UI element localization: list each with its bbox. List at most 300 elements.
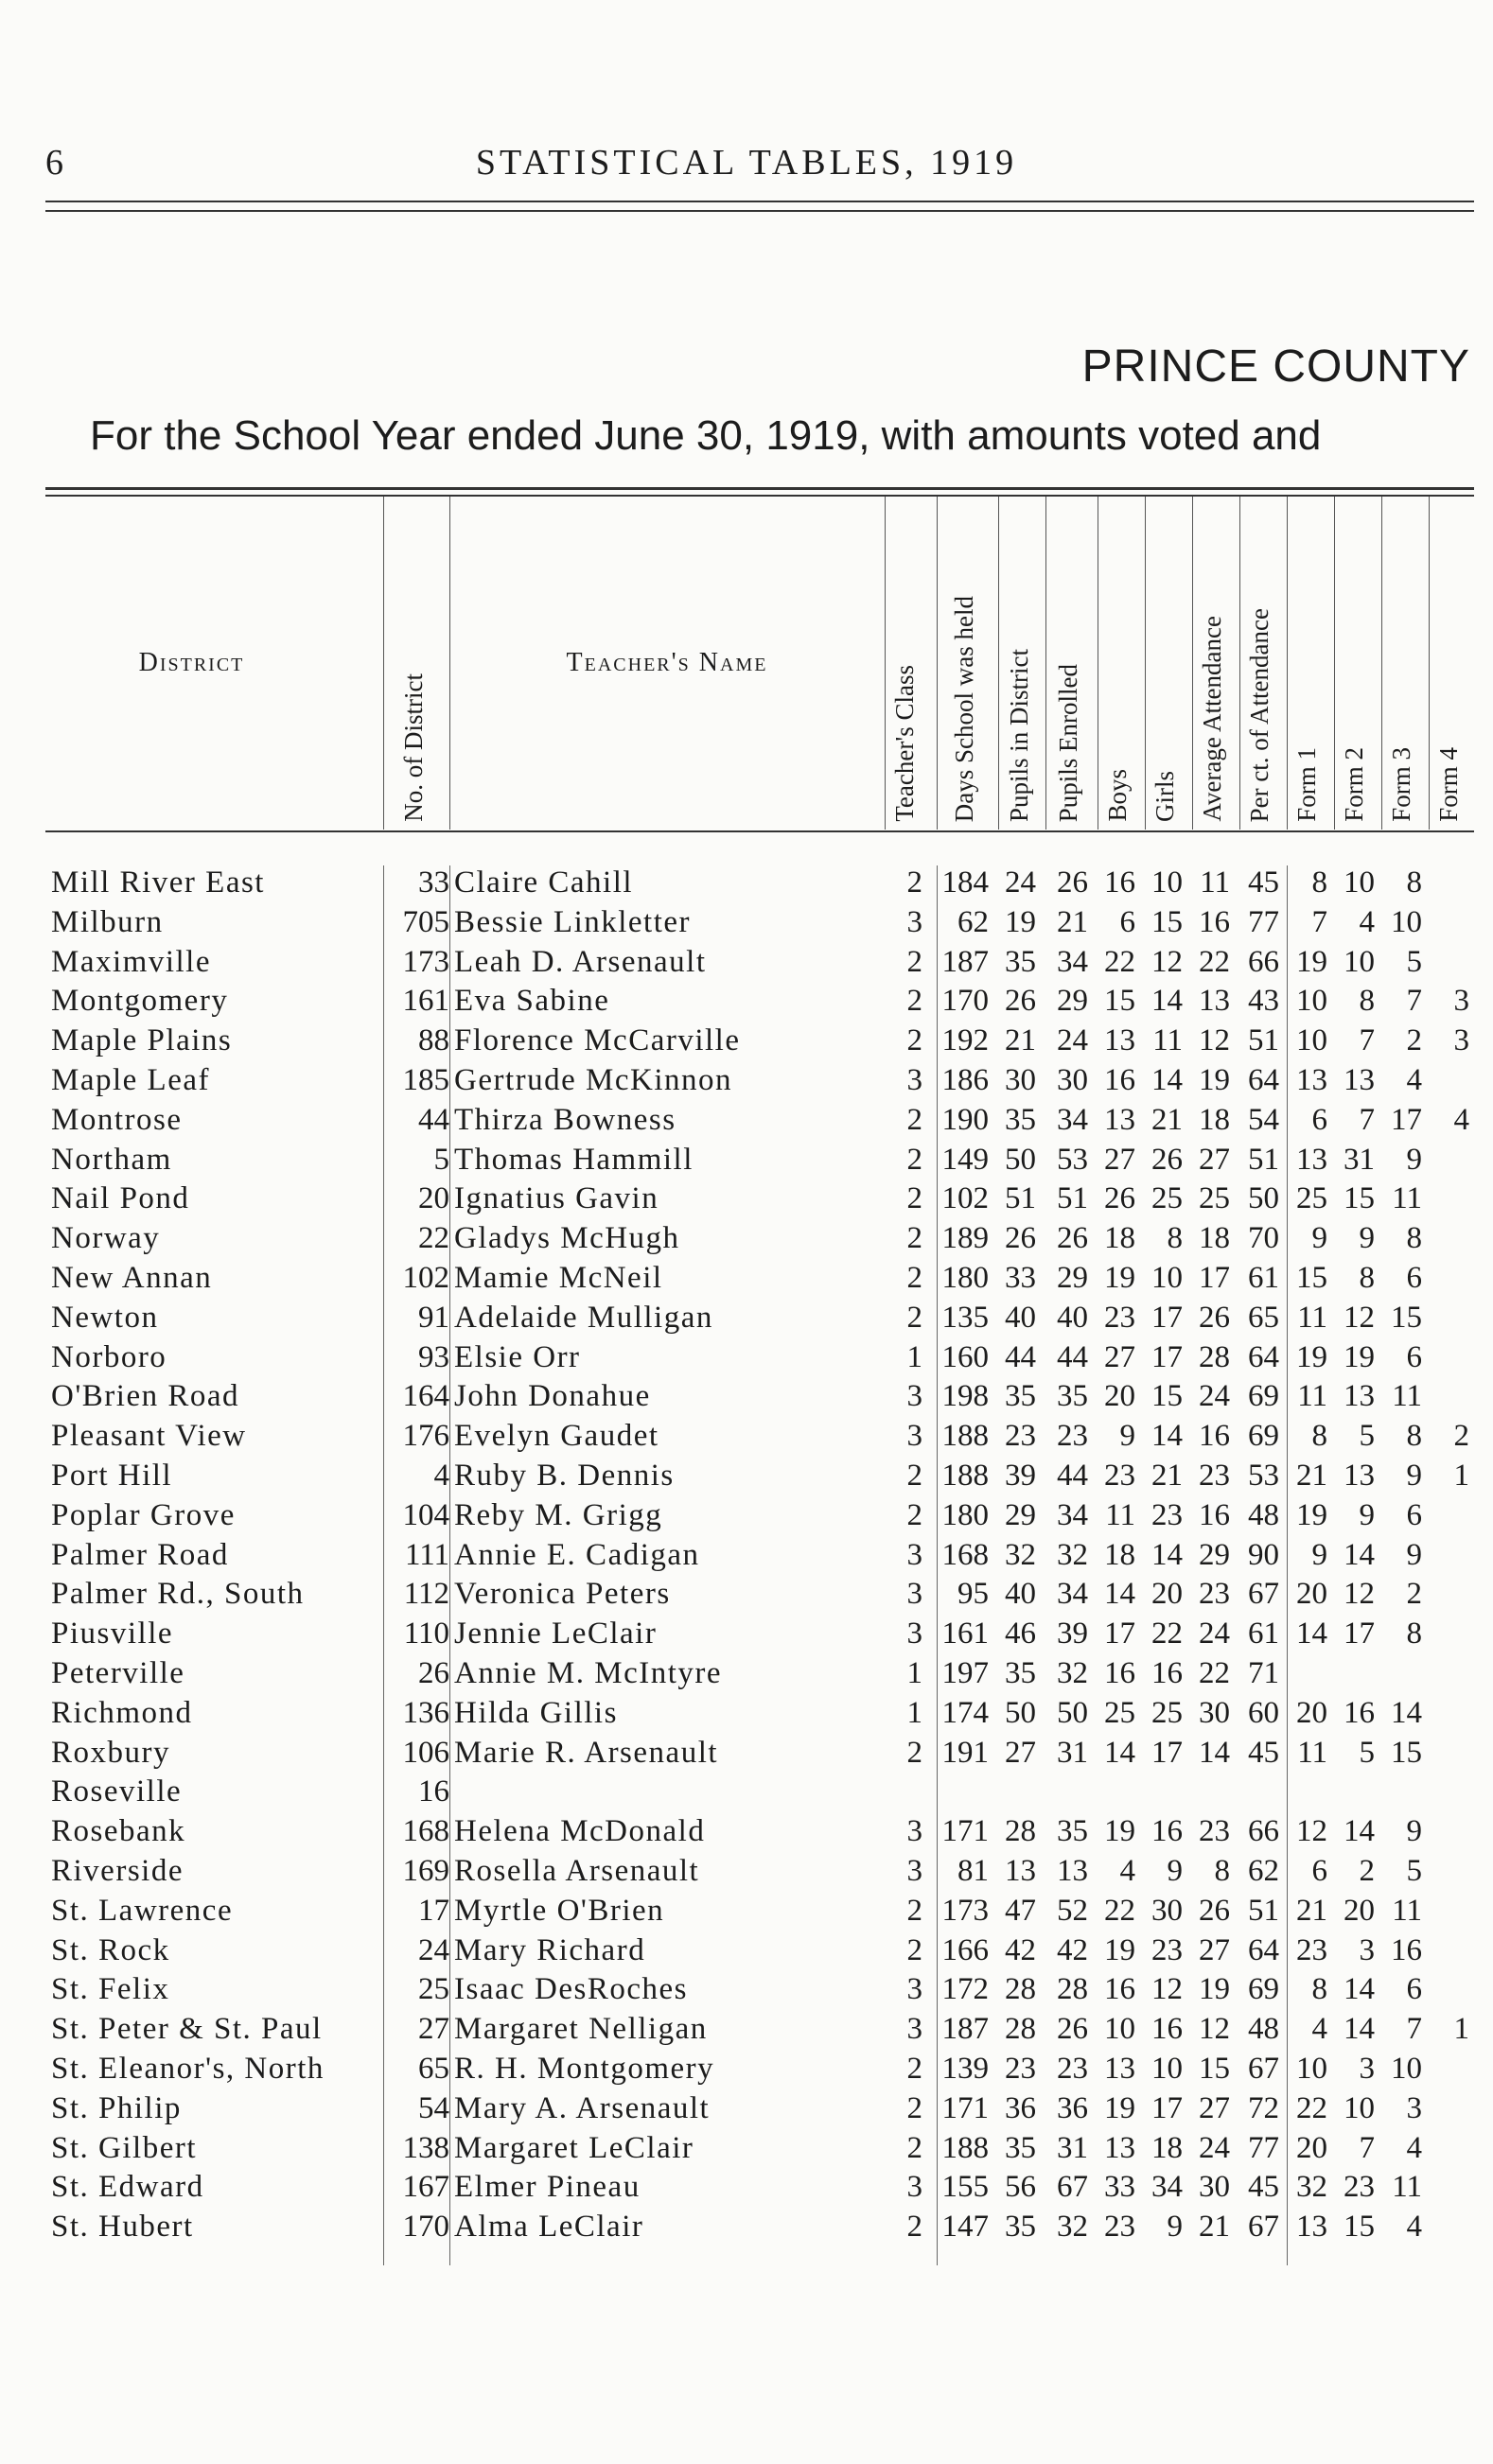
district-name: Maximville: [51, 944, 211, 979]
teacher-name: Myrtle O'Brien: [454, 1893, 665, 1928]
cell-days: 171: [941, 1814, 989, 1849]
cell-f1: 15: [1296, 1261, 1327, 1295]
column-divider: [1045, 497, 1046, 830]
header-label: Pupils in District: [1005, 648, 1033, 822]
cell-f2: 19: [1344, 1339, 1375, 1374]
teacher-name: Helena McDonald: [454, 1814, 706, 1849]
cell-pct: 48: [1248, 1497, 1279, 1532]
cell-avg: 16: [1199, 1419, 1230, 1454]
teacher-name: Thomas Hammill: [454, 1142, 694, 1177]
cell-girls: 16: [1151, 1656, 1183, 1690]
cell-cls: 3: [906, 1063, 922, 1097]
teacher-name: Bessie Linkletter: [454, 904, 692, 939]
table-body: [0, 865, 1493, 2265]
cell-f3: 11: [1392, 2170, 1422, 2205]
column-divider: [1239, 497, 1240, 830]
table-row: [0, 1814, 1493, 1854]
table-row: [0, 1261, 1493, 1301]
cell-boys: 13: [1104, 2052, 1135, 2086]
district-name: Montgomery: [51, 984, 229, 1019]
cell-f3: 17: [1391, 1102, 1422, 1137]
cell-enr: 35: [1057, 1814, 1088, 1849]
table-row: [0, 1498, 1493, 1538]
cell-f3: 3: [1406, 2090, 1422, 2125]
cell-pct: 67: [1248, 2210, 1279, 2245]
cell-f3: 2: [1406, 1023, 1422, 1058]
cell-pid: 26: [1005, 984, 1036, 1019]
cell-girls: 26: [1151, 1142, 1183, 1177]
district-number: 16: [418, 1774, 449, 1809]
header-pupils-enrolled: [1050, 500, 1088, 822]
column-divider: [1192, 497, 1193, 830]
cell-days: 168: [941, 1537, 989, 1572]
cell-enr: 34: [1057, 1497, 1088, 1532]
cell-days: 155: [941, 2170, 989, 2205]
cell-pid: 27: [1005, 1735, 1036, 1770]
district-name: St. Rock: [51, 1932, 170, 1967]
cell-boys: 27: [1104, 1339, 1135, 1374]
header-label: Average Attendance: [1198, 616, 1226, 822]
cell-boys: 22: [1104, 944, 1135, 979]
district-name: Peterville: [51, 1656, 185, 1690]
cell-boys: 6: [1119, 904, 1135, 939]
cell-boys: 13: [1104, 2130, 1135, 2165]
cell-pid: 23: [1005, 2052, 1036, 2086]
cell-days: 189: [941, 1221, 989, 1256]
cell-f2: 3: [1359, 2052, 1375, 2086]
cell-f1: 22: [1296, 2090, 1327, 2125]
teacher-name: Mamie McNeil: [454, 1261, 663, 1295]
cell-f2: 13: [1344, 1063, 1375, 1097]
cell-boys: 33: [1104, 2170, 1135, 2205]
cell-girls: 15: [1151, 1379, 1183, 1414]
header-label: Per ct. of Attendance: [1245, 607, 1273, 822]
column-divider: [885, 497, 886, 830]
district-number: 111: [404, 1537, 449, 1572]
cell-f1: 11: [1297, 1300, 1327, 1335]
column-divider: [383, 497, 384, 830]
cell-girls: 14: [1151, 1537, 1183, 1572]
cell-f3: 10: [1391, 904, 1422, 939]
table-row: [0, 1854, 1493, 1894]
cell-avg: 27: [1199, 1932, 1230, 1967]
cell-f2: 7: [1359, 2130, 1375, 2165]
cell-days: 187: [941, 944, 989, 979]
district-number: 138: [402, 2130, 449, 2165]
cell-pid: 50: [1005, 1142, 1036, 1177]
cell-pid: 35: [1005, 1102, 1036, 1137]
cell-days: 172: [941, 1972, 989, 2007]
cell-days: 198: [941, 1379, 989, 1414]
cell-girls: 21: [1151, 1459, 1183, 1493]
cell-days: 166: [941, 1932, 989, 1967]
cell-girls: 9: [1167, 2210, 1183, 2245]
header-label: Teacher's Class: [890, 665, 919, 822]
cell-girls: 25: [1151, 1695, 1183, 1730]
teacher-name: Rosella Arsenault: [454, 1854, 700, 1888]
cell-pct: 77: [1248, 2130, 1279, 2165]
cell-avg: 24: [1199, 2130, 1230, 2165]
teacher-name: Hilda Gillis: [454, 1695, 618, 1730]
district-name: St. Eleanor's, North: [51, 2052, 325, 2086]
cell-f1: 21: [1296, 1893, 1327, 1928]
cell-enr: 28: [1057, 1972, 1088, 2007]
cell-girls: 12: [1151, 1972, 1183, 2007]
cell-f1: 6: [1311, 1854, 1327, 1888]
cell-pid: 21: [1005, 1023, 1036, 1058]
cell-girls: 10: [1151, 2052, 1183, 2086]
cell-f1: 25: [1296, 1181, 1327, 1216]
cell-cls: 3: [906, 904, 922, 939]
cell-pid: 35: [1005, 944, 1036, 979]
table-row: [0, 1340, 1493, 1380]
teacher-name: Ignatius Gavin: [454, 1181, 659, 1216]
cell-pct: 64: [1248, 1339, 1279, 1374]
table-row: [0, 1181, 1493, 1221]
cell-pid: 19: [1005, 904, 1036, 939]
cell-f3: 4: [1406, 2210, 1422, 2245]
cell-cls: 2: [906, 1181, 922, 1216]
cell-pct: 69: [1248, 1379, 1279, 1414]
table-row: [0, 1577, 1493, 1616]
cell-f1: 19: [1296, 944, 1327, 979]
cell-f1: 21: [1296, 1459, 1327, 1493]
cell-pct: 61: [1248, 1261, 1279, 1295]
table-row: [0, 2210, 1493, 2249]
cell-f1: 13: [1296, 2210, 1327, 2245]
district-number: 65: [418, 2052, 449, 2086]
cell-f1: 32: [1296, 2170, 1327, 2205]
district-name: Poplar Grove: [51, 1497, 236, 1532]
district-number: 705: [402, 904, 449, 939]
cell-cls: 3: [906, 1577, 922, 1612]
cell-f3: 6: [1406, 1972, 1422, 2007]
cell-f3: 5: [1406, 1854, 1422, 1888]
district-name: Riverside: [51, 1854, 184, 1888]
district-name: St. Felix: [51, 1972, 170, 2007]
cell-f1: 14: [1296, 1616, 1327, 1651]
cell-boys: 4: [1119, 1854, 1135, 1888]
district-number: 22: [418, 1221, 449, 1256]
cell-boys: 11: [1105, 1497, 1135, 1532]
teacher-name: Margaret LeClair: [454, 2130, 694, 2165]
cell-girls: 30: [1151, 1893, 1183, 1928]
cell-f2: 15: [1344, 1181, 1375, 1216]
district-number: 106: [402, 1735, 449, 1770]
cell-girls: 34: [1151, 2170, 1183, 2205]
page-number: 6: [45, 143, 63, 183]
teacher-name: Evelyn Gaudet: [454, 1419, 659, 1454]
table-row: [0, 1103, 1493, 1143]
cell-pid: 13: [1005, 1854, 1036, 1888]
cell-f2: 17: [1344, 1616, 1375, 1651]
cell-pct: 54: [1248, 1102, 1279, 1137]
cell-f3: 4: [1406, 1063, 1422, 1097]
cell-cls: 3: [906, 2012, 922, 2047]
cell-f3: 6: [1406, 1261, 1422, 1295]
column-divider: [1334, 497, 1335, 830]
cell-avg: 30: [1199, 2170, 1230, 2205]
cell-avg: 13: [1199, 984, 1230, 1019]
column-divider: [1287, 497, 1288, 830]
cell-pid: 36: [1005, 2090, 1036, 2125]
teacher-name: Marie R. Arsenault: [454, 1735, 719, 1770]
table-row: [0, 945, 1493, 985]
district-name: St. Gilbert: [51, 2130, 197, 2165]
cell-pct: 72: [1248, 2090, 1279, 2125]
cell-pct: 66: [1248, 944, 1279, 979]
cell-pid: 56: [1005, 2170, 1036, 2205]
header-label: Days School was held: [950, 595, 978, 822]
teacher-name: Claire Cahill: [454, 865, 634, 900]
cell-enr: 39: [1057, 1616, 1088, 1651]
cell-avg: 28: [1199, 1339, 1230, 1374]
cell-pct: 64: [1248, 1932, 1279, 1967]
cell-cls: 3: [906, 2170, 922, 2205]
teacher-name: Adelaide Mulligan: [454, 1300, 713, 1335]
cell-pct: 51: [1248, 1142, 1279, 1177]
cell-cls: 1: [906, 1339, 922, 1374]
cell-f2: 10: [1344, 865, 1375, 900]
cell-pct: 66: [1248, 1814, 1279, 1849]
district-name: Maple Leaf: [51, 1063, 210, 1097]
cell-boys: 13: [1104, 1102, 1135, 1137]
cell-days: 197: [941, 1656, 989, 1690]
cell-avg: 29: [1199, 1537, 1230, 1572]
cell-f1: 13: [1296, 1142, 1327, 1177]
teacher-name: Isaac DesRoches: [454, 1972, 688, 2007]
cell-avg: 26: [1199, 1300, 1230, 1335]
cell-boys: 14: [1104, 1577, 1135, 1612]
cell-f3: 7: [1406, 2012, 1422, 2047]
cell-avg: 8: [1214, 1854, 1230, 1888]
cell-enr: 44: [1057, 1339, 1088, 1374]
cell-f1: 6: [1311, 1102, 1327, 1137]
cell-girls: 23: [1151, 1932, 1183, 1967]
cell-cls: 3: [906, 1379, 922, 1414]
cell-f3: 11: [1392, 1181, 1422, 1216]
cell-pid: 28: [1005, 1972, 1036, 2007]
cell-pct: 62: [1248, 1854, 1279, 1888]
cell-cls: 2: [906, 1142, 922, 1177]
teacher-name: Margaret Nelligan: [454, 2012, 708, 2047]
cell-f2: 14: [1344, 1537, 1375, 1572]
cell-f1: 11: [1297, 1379, 1327, 1414]
cell-days: 147: [941, 2210, 989, 2245]
cell-days: 180: [941, 1261, 989, 1295]
cell-avg: 27: [1199, 2090, 1230, 2125]
cell-f2: 8: [1359, 1261, 1375, 1295]
cell-f3: 2: [1406, 1577, 1422, 1612]
cell-pct: 45: [1248, 1735, 1279, 1770]
cell-pct: 51: [1248, 1893, 1279, 1928]
district-name: Norboro: [51, 1339, 167, 1374]
table-row: [0, 1459, 1493, 1498]
cell-days: 187: [941, 2012, 989, 2047]
cell-f2: 10: [1344, 944, 1375, 979]
district-name: Palmer Rd., South: [51, 1577, 305, 1612]
cell-cls: 1: [906, 1695, 922, 1730]
district-name: Mill River East: [51, 865, 265, 900]
cell-boys: 10: [1104, 2012, 1135, 2047]
cell-cls: 2: [906, 944, 922, 979]
cell-days: 81: [957, 1854, 989, 1888]
cell-pct: 53: [1248, 1459, 1279, 1493]
cell-girls: 21: [1151, 1102, 1183, 1137]
district-name: Northam: [51, 1142, 172, 1177]
header-form-1: [1289, 500, 1326, 822]
district-name: Rosebank: [51, 1814, 186, 1849]
district-name: St. Philip: [51, 2090, 182, 2125]
teacher-name: Annie M. McIntyre: [454, 1656, 723, 1690]
cell-cls: 2: [906, 1459, 922, 1493]
cell-days: 188: [941, 2130, 989, 2165]
cell-pct: 65: [1248, 1300, 1279, 1335]
column-divider: [1145, 497, 1146, 830]
cell-days: 190: [941, 1102, 989, 1137]
cell-pid: 24: [1005, 865, 1036, 900]
district-number: 112: [403, 1577, 449, 1612]
cell-avg: 22: [1199, 1656, 1230, 1690]
cell-enr: 30: [1057, 1063, 1088, 1097]
cell-pid: 35: [1005, 2210, 1036, 2245]
cell-days: 188: [941, 1459, 989, 1493]
cell-f3: 9: [1406, 1459, 1422, 1493]
cell-enr: 23: [1057, 1419, 1088, 1454]
district-number: 167: [402, 2170, 449, 2205]
cell-days: 170: [941, 984, 989, 1019]
cell-f1: 19: [1296, 1497, 1327, 1532]
district-number: 168: [402, 1814, 449, 1849]
cell-days: 95: [957, 1577, 989, 1612]
header-label: Pupils Enrolled: [1054, 663, 1082, 822]
cell-cls: 3: [906, 1814, 922, 1849]
cell-avg: 12: [1199, 2012, 1230, 2047]
district-name: Milburn: [51, 904, 164, 939]
table-row: [0, 2131, 1493, 2171]
table-row: [0, 2170, 1493, 2210]
cell-boys: 19: [1104, 1814, 1135, 1849]
cell-f1: 7: [1311, 904, 1327, 939]
cell-f2: 31: [1344, 1142, 1375, 1177]
cell-f4: 3: [1453, 984, 1469, 1019]
cell-girls: 17: [1151, 1300, 1183, 1335]
cell-f3: 7: [1406, 984, 1422, 1019]
cell-f2: 9: [1359, 1497, 1375, 1532]
header-form-4: [1431, 500, 1468, 822]
cell-boys: 19: [1104, 2090, 1135, 2125]
cell-girls: 8: [1167, 1221, 1183, 1256]
cell-girls: 18: [1151, 2130, 1183, 2165]
cell-f2: 23: [1344, 2170, 1375, 2205]
cell-pct: 51: [1248, 1023, 1279, 1058]
teacher-name: Mary Richard: [454, 1932, 646, 1967]
cell-f3: 8: [1406, 1221, 1422, 1256]
header-no-of-district: [395, 500, 433, 822]
cell-f4: 3: [1453, 1023, 1469, 1058]
cell-boys: 23: [1104, 2210, 1135, 2245]
cell-enr: 34: [1057, 1102, 1088, 1137]
cell-f2: 13: [1344, 1379, 1375, 1414]
cell-pct: 69: [1248, 1972, 1279, 2007]
column-divider: [937, 497, 938, 830]
cell-enr: 36: [1057, 2090, 1088, 2125]
district-number: 102: [402, 1261, 449, 1295]
district-name: Montrose: [51, 1102, 183, 1137]
cell-f1: 12: [1296, 1814, 1327, 1849]
cell-f3: 10: [1391, 2052, 1422, 2086]
cell-enr: 29: [1057, 1261, 1088, 1295]
cell-cls: 2: [906, 1893, 922, 1928]
table-top-rule: [45, 487, 1474, 490]
cell-pct: 45: [1248, 2170, 1279, 2205]
header-average-attendance: [1194, 500, 1232, 822]
cell-boys: 16: [1104, 1063, 1135, 1097]
district-number: 170: [402, 2210, 449, 2245]
cell-enr: 13: [1057, 1854, 1088, 1888]
district-number: 4: [433, 1459, 449, 1493]
cell-pct: 90: [1248, 1537, 1279, 1572]
teacher-name: Jennie LeClair: [454, 1616, 658, 1651]
cell-f1: 4: [1311, 2012, 1327, 2047]
cell-cls: 2: [906, 2090, 922, 2125]
teacher-name: John Donahue: [454, 1379, 651, 1414]
cell-enr: 35: [1057, 1379, 1088, 1414]
cell-f3: 15: [1391, 1735, 1422, 1770]
cell-boys: 18: [1104, 1537, 1135, 1572]
cell-avg: 22: [1199, 944, 1230, 979]
cell-f2: 2: [1359, 1854, 1375, 1888]
page-header: [0, 142, 1493, 189]
cell-avg: 30: [1199, 1695, 1230, 1730]
cell-pct: 64: [1248, 1063, 1279, 1097]
cell-boys: 16: [1104, 1656, 1135, 1690]
cell-cls: 2: [906, 1497, 922, 1532]
cell-f3: 16: [1391, 1932, 1422, 1967]
cell-days: 171: [941, 2090, 989, 2125]
cell-avg: 16: [1199, 1497, 1230, 1532]
district-name: St. Hubert: [51, 2210, 194, 2245]
cell-enr: 67: [1057, 2170, 1088, 2205]
cell-pct: 71: [1248, 1656, 1279, 1690]
cell-cls: 2: [906, 2130, 922, 2165]
cell-f3: 8: [1406, 865, 1422, 900]
table-row: [0, 1933, 1493, 1973]
district-name: St. Peter & St. Paul: [51, 2012, 323, 2047]
table-row: [0, 905, 1493, 945]
header-form-3: [1383, 500, 1421, 822]
cell-days: 62: [957, 904, 989, 939]
cell-pid: 35: [1005, 1656, 1036, 1690]
cell-cls: 2: [906, 984, 922, 1019]
district-number: 91: [418, 1300, 449, 1335]
cell-days: 192: [941, 1023, 989, 1058]
cell-avg: 26: [1199, 1893, 1230, 1928]
cell-cls: 2: [906, 2052, 922, 2086]
table-row: [0, 1301, 1493, 1340]
cell-girls: 10: [1151, 865, 1183, 900]
cell-pid: 40: [1005, 1577, 1036, 1612]
cell-cls: 2: [906, 1102, 922, 1137]
cell-boys: 23: [1104, 1459, 1135, 1493]
cell-f1: 9: [1311, 1221, 1327, 1256]
cell-days: 149: [941, 1142, 989, 1177]
cell-girls: 9: [1167, 1854, 1183, 1888]
cell-f2: 7: [1359, 1023, 1375, 1058]
cell-days: 160: [941, 1339, 989, 1374]
district-name: Richmond: [51, 1695, 193, 1730]
cell-pid: 30: [1005, 1063, 1036, 1097]
